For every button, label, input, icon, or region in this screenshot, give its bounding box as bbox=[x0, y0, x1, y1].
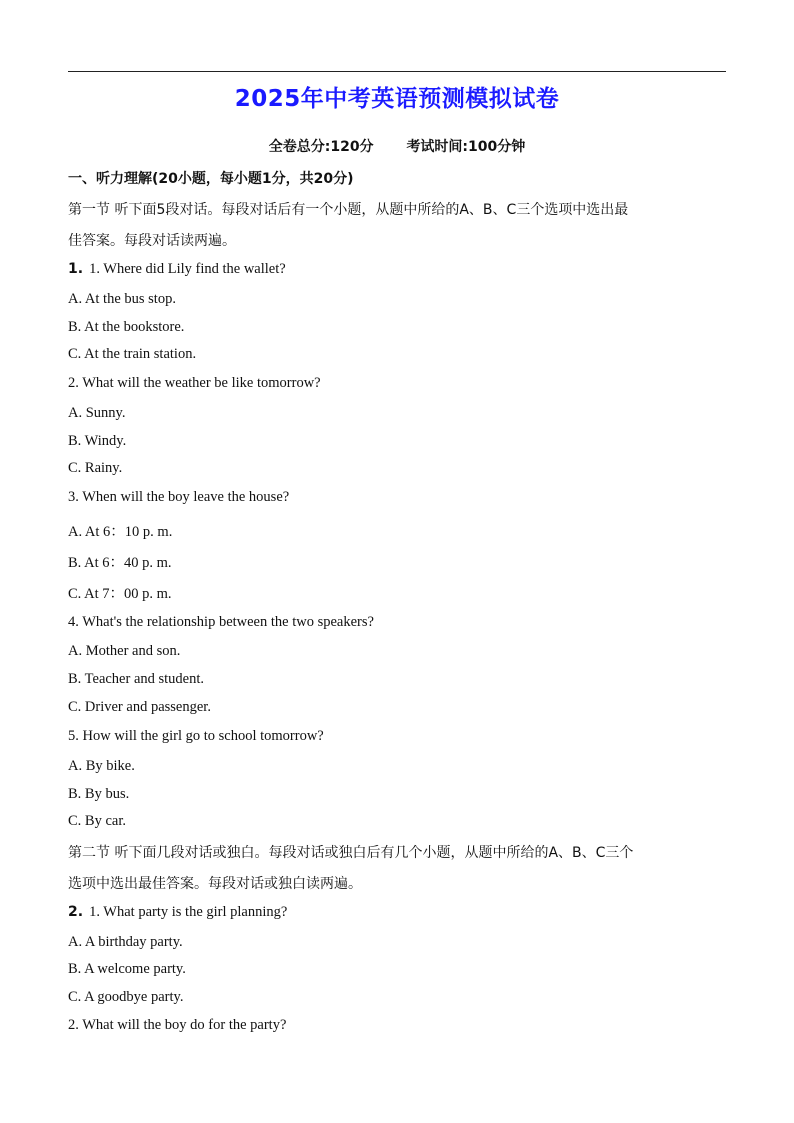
option: C. At the train station. bbox=[68, 346, 197, 362]
option: B. At the bookstore. bbox=[68, 319, 185, 335]
option: C. A goodbye party. bbox=[68, 989, 184, 1005]
option: A. At the bus stop. bbox=[68, 291, 176, 307]
question: 3. When will the boy leave the house? bbox=[68, 489, 290, 505]
option: B. At 6：40 p. m. bbox=[68, 555, 172, 571]
question: 1. 1. Where did Lily find the wallet? bbox=[68, 261, 286, 277]
part1-instruction: 第一节 听下面5段对话。每段对话后有一个小题，从题中所给的A、B、C三个选项中选出最 bbox=[68, 202, 629, 218]
option: A. By bike. bbox=[68, 758, 135, 774]
option: B. A welcome party. bbox=[68, 961, 186, 977]
part2-instruction: 第二节 听下面几段对话或独白。每段对话或独白后有几个小题，从题中所给的A、B、C三个 bbox=[68, 845, 634, 861]
part2-instruction: 选项中选出最佳答案。每段对话或独白读两遍。 bbox=[68, 876, 362, 892]
option: C. Rainy. bbox=[68, 460, 123, 476]
option: C. Driver and passenger. bbox=[68, 699, 211, 715]
option: A. Sunny. bbox=[68, 405, 126, 421]
header-rule bbox=[68, 71, 726, 72]
option: B. By bus. bbox=[68, 786, 130, 802]
group-number: 1. bbox=[68, 261, 84, 277]
question: 4. What's the relationship between the two speakers? bbox=[68, 614, 374, 630]
option: C. By car. bbox=[68, 813, 126, 829]
option: A. At 6：10 p. m. bbox=[68, 524, 173, 540]
option: B. Windy. bbox=[68, 433, 127, 449]
option: C. At 7：00 p. m. bbox=[68, 586, 172, 602]
question: 2. What will the boy do for the party? bbox=[68, 1017, 287, 1033]
question: 5. How will the girl go to school tomorrow? bbox=[68, 728, 324, 744]
question: 2. What will the weather be like tomorrow? bbox=[68, 375, 321, 391]
part1-instruction: 佳答案。每段对话读两遍。 bbox=[68, 233, 236, 249]
exam-meta bbox=[0, 136, 794, 156]
option: A. A birthday party. bbox=[68, 934, 183, 950]
option: B. Teacher and student. bbox=[68, 671, 205, 687]
section-heading: 一、听力理解(20小题，每小题1分，共20分) bbox=[68, 171, 354, 187]
page-title: 2025年中考英语预测模拟试卷 bbox=[234, 86, 560, 112]
exam-time: 考试时间:100分钟 bbox=[406, 139, 526, 155]
total-score: 全卷总分:120分 bbox=[268, 139, 374, 155]
group-number: 2. bbox=[68, 904, 84, 920]
question: 2. 1. What party is the girl planning? bbox=[68, 904, 288, 920]
option: A. Mother and son. bbox=[68, 643, 181, 659]
